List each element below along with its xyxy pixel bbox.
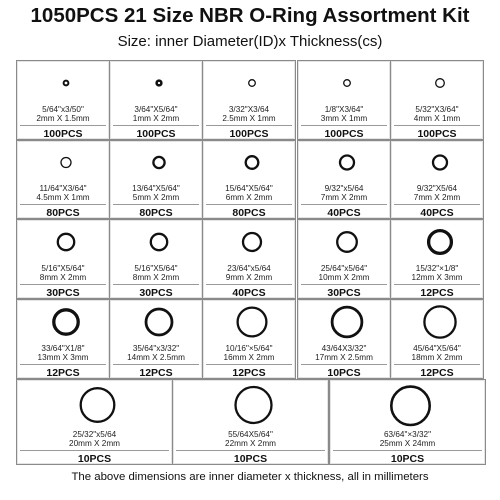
size-metric: 5mm X 2mm [132, 193, 180, 202]
quantity-label: 40PCS [420, 207, 454, 219]
cell-divider [301, 125, 387, 126]
size-imperial: 45/64"X5/64" [413, 344, 461, 353]
oring-circle [58, 234, 74, 250]
oring-cell [297, 299, 391, 379]
size-imperial: 15/32"×1/8" [415, 264, 459, 273]
size-metric: 7mm X 2mm [320, 193, 368, 202]
quantity-label: 12PCS [420, 367, 454, 379]
quantity-label: 40PCS [232, 287, 266, 299]
oring-cell [390, 299, 484, 379]
oring-circle [236, 387, 272, 423]
size-metric: 9mm X 2mm [225, 273, 273, 282]
oring-circle [246, 156, 259, 169]
size-imperial: 25/64"x5/64" [320, 264, 368, 273]
oring-cell [329, 379, 486, 465]
size-metric: 8mm X 2mm [39, 273, 87, 282]
cell-divider [301, 364, 387, 365]
oring-cell [109, 60, 203, 140]
page-subtitle: Size: inner Diameter(ID)x Thickness(cs) [117, 33, 383, 50]
size-metric: 12mm X 3mm [411, 273, 463, 282]
oring-circle [243, 233, 261, 251]
oring-circle [436, 79, 445, 88]
size-imperial: 1/8"X3/64" [324, 105, 364, 114]
oring-circle [433, 156, 447, 170]
size-metric: 2mm X 1.5mm [36, 114, 90, 123]
quantity-label: 10PCS [390, 453, 425, 465]
cell-divider [206, 284, 292, 285]
oring-cell [390, 60, 484, 140]
quantity-label: 30PCS [139, 287, 173, 299]
cell-divider [394, 125, 480, 126]
cell-divider [20, 364, 106, 365]
size-imperial: 33/64"X1/8" [41, 344, 85, 353]
oring-circle [64, 81, 69, 86]
oring-cell [16, 60, 110, 140]
size-imperial: 9/32"X5/64 [416, 184, 458, 193]
size-metric: 8mm X 2mm [132, 273, 180, 282]
quantity-label: 10PCS [233, 453, 268, 465]
cell-divider [394, 364, 480, 365]
size-imperial: 63/64"×3/32" [383, 430, 432, 439]
quantity-label: 100PCS [324, 128, 364, 140]
size-imperial: 13/64"X5/64" [132, 184, 180, 193]
oring-circle [344, 80, 351, 87]
cell-divider [176, 450, 325, 451]
size-metric: 16mm X 2mm [223, 353, 275, 362]
quantity-label: 80PCS [232, 207, 266, 219]
quantity-label: 30PCS [327, 287, 361, 299]
cell-divider [20, 204, 106, 205]
oring-circle [391, 387, 429, 425]
oring-circle [337, 232, 357, 252]
quantity-label: 12PCS [420, 287, 454, 299]
size-metric: 10mm X 2mm [318, 273, 370, 282]
oring-cell [202, 299, 296, 379]
oring-circle [332, 307, 362, 337]
cell-divider [301, 284, 387, 285]
oring-circle [157, 81, 162, 86]
cell-divider [394, 284, 480, 285]
quantity-label: 12PCS [232, 367, 266, 379]
oring-circle [249, 80, 256, 87]
oring-circle [61, 158, 71, 168]
size-imperial: 3/64"X5/64" [134, 105, 178, 114]
cell-divider [333, 450, 482, 451]
quantity-label: 12PCS [46, 367, 80, 379]
cell-divider [394, 204, 480, 205]
size-metric: 7mm X 2mm [413, 193, 461, 202]
oring-circle [153, 157, 164, 168]
quantity-label: 100PCS [229, 128, 269, 140]
oring-circle [238, 308, 267, 337]
quantity-label: 100PCS [417, 128, 457, 140]
size-metric: 13mm X 3mm [37, 353, 89, 362]
size-metric: 6mm X 2mm [225, 193, 273, 202]
quantity-label: 10PCS [327, 367, 361, 379]
size-metric: 1mm X 2mm [132, 114, 180, 123]
oring-cell [16, 140, 110, 219]
size-imperial: 9/32"x5/64 [324, 184, 364, 193]
oring-circle [54, 310, 78, 334]
cell-divider [301, 204, 387, 205]
quantity-label: 40PCS [327, 207, 361, 219]
size-imperial: 55/64X5/64" [228, 430, 273, 439]
size-imperial: 25/32"x5/64 [72, 430, 117, 439]
oring-cell [202, 219, 296, 299]
quantity-label: 10PCS [77, 453, 112, 465]
cell-divider [113, 364, 199, 365]
oring-cell [390, 140, 484, 219]
size-metric: 25mm X 24mm [379, 439, 436, 448]
size-metric: 2.5mm X 1mm [222, 114, 276, 123]
oring-cell [109, 299, 203, 379]
oring-cell [390, 219, 484, 299]
page-title: 1050PCS 21 Size NBR O-Ring Assortment Kit [30, 4, 470, 27]
oring-cell [16, 219, 110, 299]
oring-cell [297, 140, 391, 219]
cell-divider [20, 450, 169, 451]
oring-cell [202, 60, 296, 140]
size-imperial: 5/64"x3/50" [42, 105, 84, 114]
quantity-label: 80PCS [139, 207, 173, 219]
oring-circle [151, 234, 167, 250]
size-metric: 18mm X 2mm [411, 353, 463, 362]
size-imperial: 43/64X3/32" [321, 344, 367, 353]
cell-divider [206, 364, 292, 365]
quantity-label: 80PCS [46, 207, 80, 219]
size-imperial: 3/32"X3/64 [228, 105, 270, 114]
quantity-label: 30PCS [46, 287, 80, 299]
cell-divider [113, 125, 199, 126]
size-metric: 3mm X 1mm [320, 114, 368, 123]
size-imperial: 23/64"x5/64 [227, 264, 271, 273]
quantity-label: 100PCS [43, 128, 83, 140]
size-metric: 4.5mm X 1mm [36, 193, 90, 202]
size-metric: 17mm X 2.5mm [315, 353, 373, 362]
size-metric: 20mm X 2mm [69, 439, 120, 448]
oring-circle [81, 388, 115, 422]
size-imperial: 5/16"X5/64" [41, 264, 85, 273]
oring-circle [424, 306, 455, 337]
oring-cell [172, 379, 329, 465]
oring-cell [16, 379, 173, 465]
size-metric: 22mm X 2mm [225, 439, 276, 448]
quantity-label: 12PCS [139, 367, 173, 379]
oring-cell [297, 60, 391, 140]
oring-circle [429, 231, 452, 254]
cell-divider [113, 284, 199, 285]
cell-divider [206, 125, 292, 126]
oring-cell [297, 219, 391, 299]
cell-divider [113, 204, 199, 205]
oring-cell [109, 140, 203, 219]
size-imperial: 35/64"x3/32" [132, 344, 180, 353]
dimension-note: The above dimensions are inner diameter x thickness, all in millimeters [71, 471, 429, 483]
size-imperial: 5/16"X5/64" [134, 264, 178, 273]
size-metric: 4mm X 1mm [413, 114, 461, 123]
cell-divider [20, 284, 106, 285]
oring-circle [340, 156, 354, 170]
cell-divider [206, 204, 292, 205]
oring-cell [109, 219, 203, 299]
size-imperial: 11/64"X3/64" [39, 184, 87, 193]
oring-cell [16, 299, 110, 379]
oring-cell [202, 140, 296, 219]
cell-divider [20, 125, 106, 126]
size-imperial: 5/32"X3/64" [415, 105, 459, 114]
size-metric: 14mm X 2.5mm [127, 353, 185, 362]
quantity-label: 100PCS [136, 128, 176, 140]
size-imperial: 10/16"×5/64" [225, 344, 273, 353]
oring-circle [146, 309, 172, 335]
size-imperial: 15/64"X5/64" [225, 184, 273, 193]
